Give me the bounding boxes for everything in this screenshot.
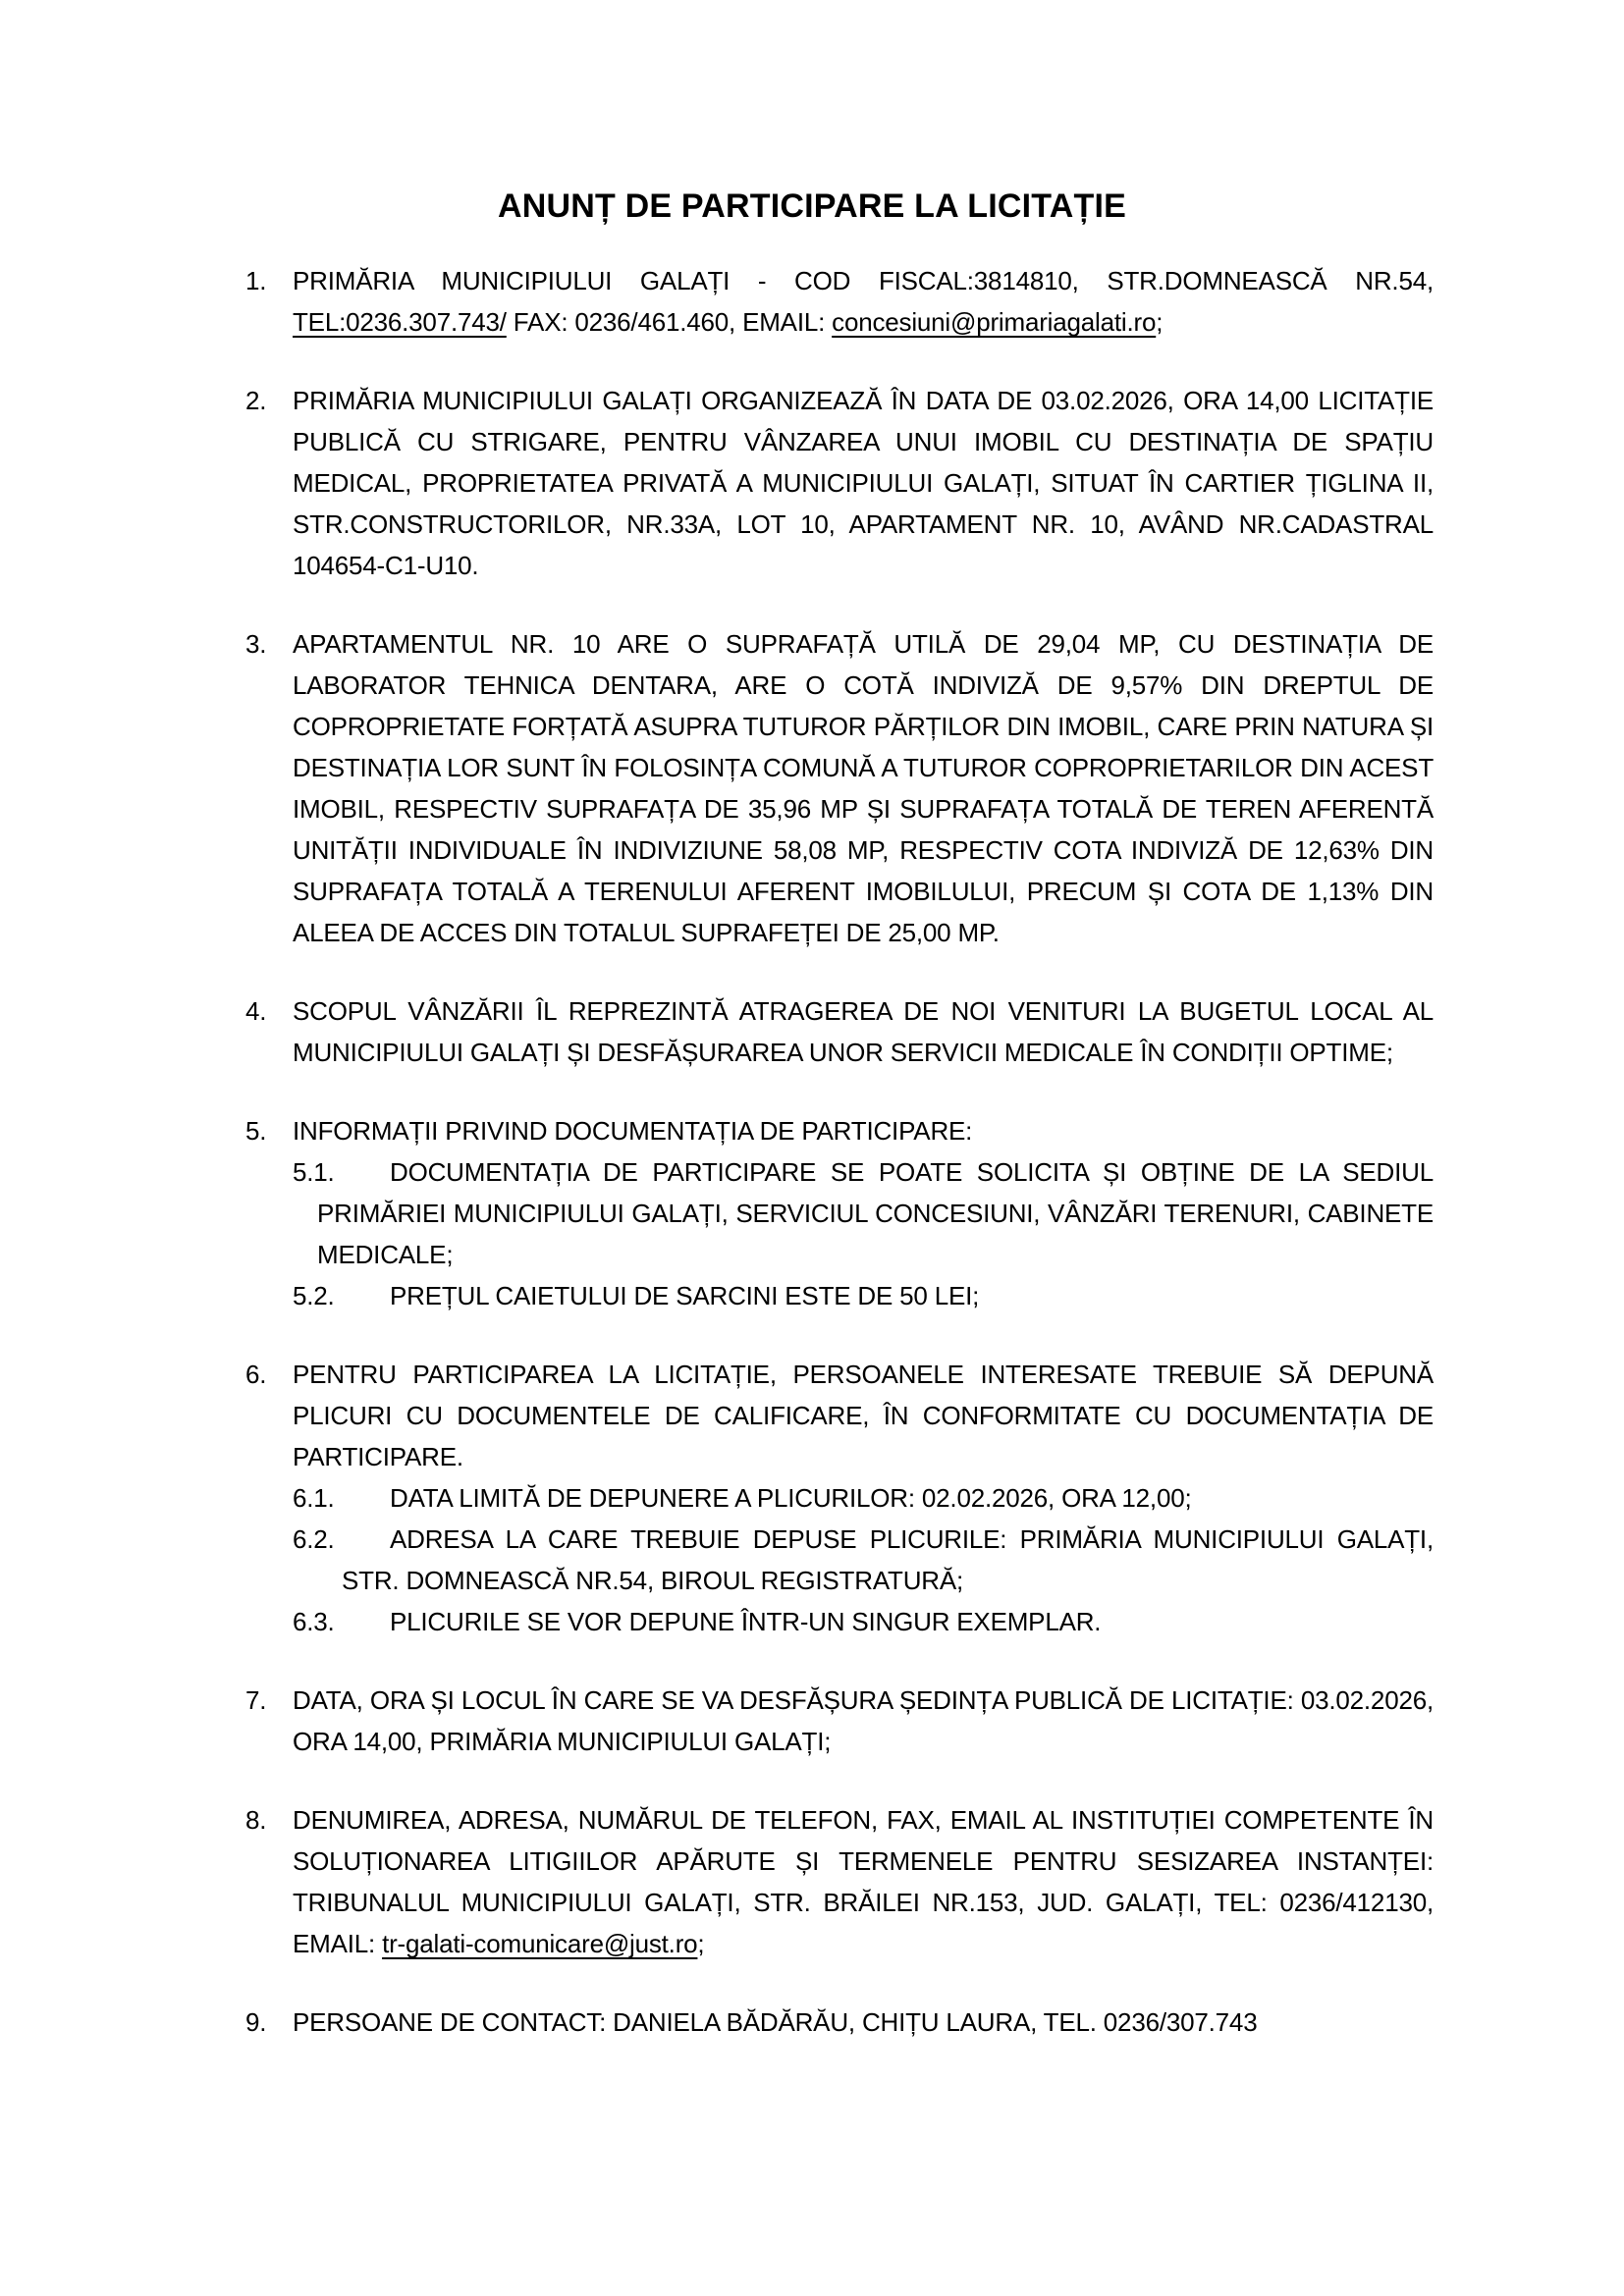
sub-item-6-1 <box>245 1477 1434 1519</box>
announcement-item-7 <box>245 1680 1434 1762</box>
phone-link[interactable]: TEL:0236.307.743/ <box>293 307 507 337</box>
item-text: SCOPUL VÂNZĂRII ÎL REPREZINTĂ ATRAGEREA DE NOI VENITURI LA BUGETUL LOCAL AL MUNICIPIULUI GALAȚI ȘI DESFĂȘURAREA UNOR SERVICII MEDICALE ÎN CONDIȚII OPTIME; <box>293 996 1434 1067</box>
sub-item-text: PLICURILE SE VOR DEPUNE ÎNTR-UN SINGUR EXEMPLAR. <box>390 1607 1102 1636</box>
item-number: 7. <box>245 1685 267 1715</box>
announcement-item-6 <box>245 1354 1434 1642</box>
item-text: FAX: 0236/461.460, EMAIL: <box>506 307 833 337</box>
list-item <box>245 260 1434 343</box>
sub-item-text: PREȚUL CAIETULUI DE SARCINI ESTE DE 50 LEI; <box>390 1281 980 1310</box>
list-item <box>245 1354 1434 1477</box>
announcement-item-3 <box>245 623 1434 953</box>
item-text: ; <box>697 1929 705 1958</box>
item-number: 9. <box>245 2007 267 2037</box>
item-text: DENUMIREA, ADRESA, NUMĂRUL DE TELEFON, FAX, EMAIL AL INSTITUȚIEI COMPETENTE ÎN SOLUȚIONAREA LITIGIILOR APĂRUTE ȘI TERMENELE PENTRU SESIZAREA INSTANȚEI: TRIBUNALUL MUNICIPIULUI GALAȚI, STR. BRĂILEI NR.153, JUD. GALAȚI, TEL: 0236/412130, EMAIL: <box>293 1805 1434 1958</box>
announcement-item-9 <box>245 2002 1434 2043</box>
item-number: 3. <box>245 629 267 659</box>
email-link[interactable]: concesiuni@primariagalati.ro <box>832 307 1157 337</box>
sub-item-number: 5.1. <box>293 1157 335 1187</box>
item-number: 5. <box>245 1116 267 1146</box>
sub-item-number: 6.2. <box>293 1524 335 1554</box>
list-item <box>245 380 1434 586</box>
sub-item-text: DATA LIMITĂ DE DEPUNERE A PLICURILOR: 02.02.2026, ORA 12,00; <box>390 1483 1192 1513</box>
item-text: PENTRU PARTICIPAREA LA LICITAȚIE, PERSOANELE INTERESATE TREBUIE SĂ DEPUNĂ PLICURI CU DOCUMENTELE DE CALIFICARE, ÎN CONFORMITATE CU DOCUMENTAȚIA DE PARTICIPARE. <box>293 1360 1434 1471</box>
email-link[interactable]: tr-galati-comunicare@just.ro <box>382 1929 698 1958</box>
sub-item-number: 6.3. <box>293 1607 335 1636</box>
list-item <box>245 1110 1434 1151</box>
item-text: INFORMAȚII PRIVIND DOCUMENTAȚIA DE PARTICIPARE: <box>293 1116 973 1146</box>
list-item <box>245 1680 1434 1762</box>
announcement-item-8 <box>245 1799 1434 1964</box>
sub-item-text: ADRESA LA CARE TREBUIE DEPUSE PLICURILE: PRIMĂRIA MUNICIPIULUI GALAȚI, STR. DOMNEASCĂ NR.54, BIROUL REGISTRATURĂ; <box>342 1524 1434 1595</box>
item-text: PERSOANE DE CONTACT: DANIELA BĂDĂRĂU, CHIȚU LAURA, TEL. 0236/307.743 <box>293 2007 1258 2037</box>
item-text: ; <box>1156 307 1164 337</box>
item-number: 1. <box>245 266 267 295</box>
list-item <box>245 1799 1434 1964</box>
list-item <box>245 2002 1434 2043</box>
announcement-item-5 <box>245 1110 1434 1316</box>
list-item <box>245 990 1434 1073</box>
page-title: ANUNȚ DE PARTICIPARE LA LICITAȚIE <box>498 187 1126 225</box>
list-item <box>245 623 1434 953</box>
sub-item-text: DOCUMENTAȚIA DE PARTICIPARE SE POATE SOLICITA ȘI OBȚINE DE LA SEDIUL PRIMĂRIEI MUNICIPIULUI GALAȚI, SERVICIUL CONCESIUNI, VÂNZĂRI TERENURI, CABINETE MEDICALE; <box>317 1157 1434 1269</box>
announcement-item-2 <box>245 380 1434 586</box>
item-number: 6. <box>245 1360 267 1389</box>
sub-item-5-1 <box>245 1151 1434 1275</box>
sub-item-6-2 <box>245 1519 1434 1601</box>
sub-item-6-3 <box>245 1601 1434 1642</box>
item-text: APARTAMENTUL NR. 10 ARE O SUPRAFAȚĂ UTILĂ DE 29,04 MP, CU DESTINAȚIA DE LABORATOR TEHNICA DENTARA, ARE O COTĂ INDIVIZĂ DE 9,57% DIN DREPTUL DE COPROPRIETATE FORȚATĂ ASUPRA TUTUROR PĂRȚILOR DIN IMOBIL, CARE PRIN NATURA ȘI DESTINAȚIA LOR SUNT ÎN FOLOSINȚA COMUNĂ A TUTUROR COPROPRIETARILOR DIN ACEST IMOBIL, RESPECTIV SUPRAFAȚA DE 35,96 MP ȘI SUPRAFAȚA TOTALĂ DE TEREN AFERENTĂ UNITĂȚII INDIVIDUALE ÎN INDIVIZIUNE 58,08 MP, RESPECTIV COTA INDIVIZĂ DE 12,63% DIN SUPRAFAȚA TOTALĂ A TERENULUI AFERENT IMOBILULUI, PRECUM ȘI COTA DE 1,13% DIN ALEEA DE ACCES DIN TOTALUL SUPRAFEȚEI DE 25,00 MP. <box>293 629 1434 947</box>
announcement-item-4 <box>245 990 1434 1073</box>
item-number: 2. <box>245 386 267 415</box>
item-text: PRIMĂRIA MUNICIPIULUI GALAȚI ORGANIZEAZĂ ÎN DATA DE 03.02.2026, ORA 14,00 LICITAȚIE PUBLICĂ CU STRIGARE, PENTRU VÂNZAREA UNUI IMOBIL CU DESTINAȚIA DE SPAȚIU MEDICAL, PROPRIETATEA PRIVATĂ A MUNICIPIULUI GALAȚI, SITUAT ÎN CARTIER ȚIGLINA II, STR.CONSTRUCTORILOR, NR.33A, LOT 10, APARTAMENT NR. 10, AVÂND NR.CADASTRAL 104654-C1-U10. <box>293 386 1434 580</box>
sub-item-5-2 <box>245 1275 1434 1316</box>
announcement-item-1 <box>245 260 1434 343</box>
sub-item-number: 6.1. <box>293 1483 335 1513</box>
item-number: 4. <box>245 996 267 1026</box>
item-number: 8. <box>245 1805 267 1835</box>
item-text: DATA, ORA ȘI LOCUL ÎN CARE SE VA DESFĂȘURA ȘEDINȚA PUBLICĂ DE LICITAȚIE: 03.02.2026, ORA 14,00, PRIMĂRIA MUNICIPIULUI GALAȚI; <box>293 1685 1434 1756</box>
sub-item-number: 5.2. <box>293 1281 335 1310</box>
item-text: PRIMĂRIA MUNICIPIULUI GALAȚI - COD FISCAL:3814810, STR.DOMNEASCĂ NR.54, <box>293 266 1434 295</box>
